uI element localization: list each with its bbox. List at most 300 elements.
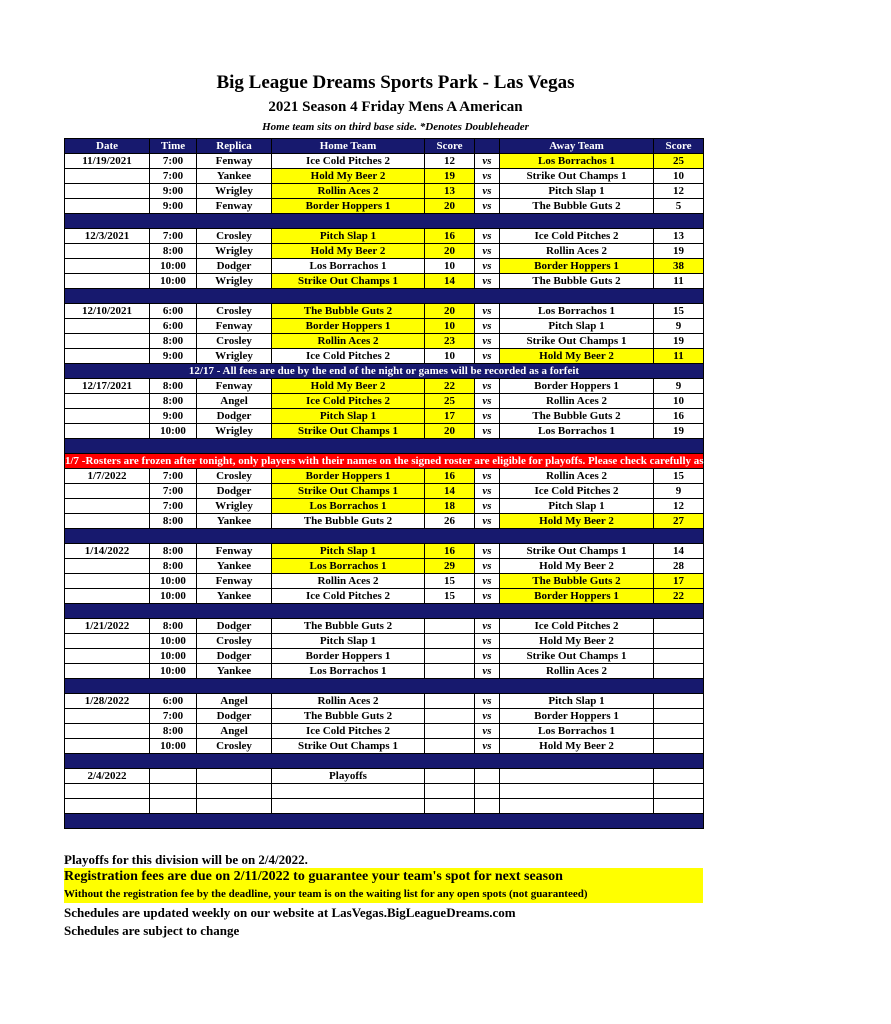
separator-cell bbox=[65, 679, 704, 694]
vs-label: vs bbox=[475, 169, 500, 184]
registration-note: Registration fees are due on 2/11/2022 to guarantee your team's spot for next season bbox=[64, 868, 703, 886]
away-team: Rollin Aces 2 bbox=[500, 394, 654, 409]
game-time: 7:00 bbox=[150, 484, 197, 499]
home-score: 10 bbox=[425, 349, 475, 364]
away-score bbox=[654, 784, 704, 799]
home-team: Border Hoppers 1 bbox=[272, 319, 425, 334]
game-date bbox=[65, 589, 150, 604]
away-team: Pitch Slap 1 bbox=[500, 319, 654, 334]
game-time: 7:00 bbox=[150, 499, 197, 514]
away-score bbox=[654, 694, 704, 709]
game-time: 7:00 bbox=[150, 154, 197, 169]
away-team: The Bubble Guts 2 bbox=[500, 409, 654, 424]
game-row bbox=[65, 709, 704, 724]
game-date: 12/10/2021 bbox=[65, 304, 150, 319]
header-replica: Replica bbox=[197, 139, 272, 154]
away-team: Hold My Beer 2 bbox=[500, 559, 654, 574]
game-row bbox=[65, 724, 704, 739]
away-score: 19 bbox=[654, 244, 704, 259]
game-time: 10:00 bbox=[150, 589, 197, 604]
game-row bbox=[65, 169, 704, 184]
away-team: Los Borrachos 1 bbox=[500, 154, 654, 169]
away-score bbox=[654, 799, 704, 814]
game-field: Angel bbox=[197, 394, 272, 409]
game-row bbox=[65, 574, 704, 589]
away-score: 22 bbox=[654, 589, 704, 604]
game-date bbox=[65, 409, 150, 424]
game-field: Crosley bbox=[197, 469, 272, 484]
game-row bbox=[65, 469, 704, 484]
away-score bbox=[654, 739, 704, 754]
game-date bbox=[65, 634, 150, 649]
home-team: The Bubble Guts 2 bbox=[272, 619, 425, 634]
home-score bbox=[425, 649, 475, 664]
game-time: 8:00 bbox=[150, 724, 197, 739]
home-team: Los Borrachos 1 bbox=[272, 559, 425, 574]
home-team: Strike Out Champs 1 bbox=[272, 484, 425, 499]
home-team: Pitch Slap 1 bbox=[272, 229, 425, 244]
vs-label: vs bbox=[475, 724, 500, 739]
home-team: Strike Out Champs 1 bbox=[272, 274, 425, 289]
separator-row bbox=[65, 679, 704, 694]
home-team bbox=[272, 784, 425, 799]
game-date bbox=[65, 334, 150, 349]
home-team: The Bubble Guts 2 bbox=[272, 514, 425, 529]
vs-label: vs bbox=[475, 559, 500, 574]
away-team bbox=[500, 769, 654, 784]
game-field: Crosley bbox=[197, 334, 272, 349]
home-score: 22 bbox=[425, 379, 475, 394]
table-header-row bbox=[65, 139, 704, 154]
away-team: Border Hoppers 1 bbox=[500, 589, 654, 604]
game-row bbox=[65, 484, 704, 499]
vs-label: vs bbox=[475, 709, 500, 724]
game-row bbox=[65, 229, 704, 244]
header-vs bbox=[475, 139, 500, 154]
away-score: 5 bbox=[654, 199, 704, 214]
home-score bbox=[425, 664, 475, 679]
game-row bbox=[65, 379, 704, 394]
vs-label: vs bbox=[475, 304, 500, 319]
away-score: 38 bbox=[654, 259, 704, 274]
separator-row bbox=[65, 439, 704, 454]
away-team bbox=[500, 784, 654, 799]
vs-label: vs bbox=[475, 619, 500, 634]
home-team: Rollin Aces 2 bbox=[272, 184, 425, 199]
game-field: Wrigley bbox=[197, 424, 272, 439]
away-team bbox=[500, 799, 654, 814]
game-date bbox=[65, 514, 150, 529]
vs-label: vs bbox=[475, 649, 500, 664]
vs-label bbox=[475, 784, 500, 799]
change-note: Schedules are subject to change bbox=[64, 923, 240, 938]
vs-label: vs bbox=[475, 589, 500, 604]
home-score: 25 bbox=[425, 394, 475, 409]
game-field: Dodger bbox=[197, 259, 272, 274]
home-score bbox=[425, 724, 475, 739]
separator-row bbox=[65, 754, 704, 769]
away-score bbox=[654, 769, 704, 784]
away-score: 19 bbox=[654, 424, 704, 439]
game-date bbox=[65, 724, 150, 739]
home-team: Border Hoppers 1 bbox=[272, 199, 425, 214]
home-team: Los Borrachos 1 bbox=[272, 259, 425, 274]
game-row bbox=[65, 544, 704, 559]
home-team: Ice Cold Pitches 2 bbox=[272, 724, 425, 739]
game-row bbox=[65, 514, 704, 529]
game-row bbox=[65, 199, 704, 214]
game-time: 10:00 bbox=[150, 424, 197, 439]
game-date bbox=[65, 184, 150, 199]
separator-cell bbox=[65, 214, 704, 229]
separator-cell bbox=[65, 289, 704, 304]
away-team: Rollin Aces 2 bbox=[500, 244, 654, 259]
game-date: 1/14/2022 bbox=[65, 544, 150, 559]
away-team: Ice Cold Pitches 2 bbox=[500, 229, 654, 244]
header-time: Time bbox=[150, 139, 197, 154]
home-score: 10 bbox=[425, 319, 475, 334]
game-date bbox=[65, 319, 150, 334]
game-field: Yankee bbox=[197, 589, 272, 604]
away-score: 10 bbox=[654, 169, 704, 184]
home-team: Ice Cold Pitches 2 bbox=[272, 589, 425, 604]
game-date bbox=[65, 424, 150, 439]
home-score bbox=[425, 709, 475, 724]
game-time: 10:00 bbox=[150, 739, 197, 754]
game-date bbox=[65, 739, 150, 754]
home-team: Rollin Aces 2 bbox=[272, 694, 425, 709]
away-score bbox=[654, 649, 704, 664]
game-row bbox=[65, 664, 704, 679]
game-time: 8:00 bbox=[150, 544, 197, 559]
game-row bbox=[65, 409, 704, 424]
away-score: 9 bbox=[654, 379, 704, 394]
vs-label: vs bbox=[475, 574, 500, 589]
away-score bbox=[654, 664, 704, 679]
game-field: Wrigley bbox=[197, 274, 272, 289]
game-date: 1/28/2022 bbox=[65, 694, 150, 709]
away-score: 16 bbox=[654, 409, 704, 424]
game-date bbox=[65, 349, 150, 364]
away-team: Strike Out Champs 1 bbox=[500, 169, 654, 184]
vs-label: vs bbox=[475, 394, 500, 409]
vs-label: vs bbox=[475, 694, 500, 709]
game-time: 9:00 bbox=[150, 184, 197, 199]
home-team: Pitch Slap 1 bbox=[272, 634, 425, 649]
game-time: 8:00 bbox=[150, 394, 197, 409]
game-date bbox=[65, 784, 150, 799]
game-date bbox=[65, 664, 150, 679]
away-team: Strike Out Champs 1 bbox=[500, 649, 654, 664]
game-field: Yankee bbox=[197, 664, 272, 679]
away-score: 17 bbox=[654, 574, 704, 589]
game-field: Crosley bbox=[197, 229, 272, 244]
home-score: 19 bbox=[425, 169, 475, 184]
home-score bbox=[425, 619, 475, 634]
notice-row bbox=[65, 364, 704, 379]
game-field: Crosley bbox=[197, 739, 272, 754]
game-field: Fenway bbox=[197, 199, 272, 214]
away-team: Pitch Slap 1 bbox=[500, 694, 654, 709]
vs-label: vs bbox=[475, 244, 500, 259]
away-score: 9 bbox=[654, 484, 704, 499]
separator-row bbox=[65, 814, 704, 829]
game-row bbox=[65, 319, 704, 334]
game-time: 9:00 bbox=[150, 349, 197, 364]
separator-cell bbox=[65, 439, 704, 454]
game-row bbox=[65, 499, 704, 514]
vs-label: vs bbox=[475, 499, 500, 514]
game-time: 8:00 bbox=[150, 244, 197, 259]
home-team: The Bubble Guts 2 bbox=[272, 304, 425, 319]
vs-label: vs bbox=[475, 409, 500, 424]
home-team: Border Hoppers 1 bbox=[272, 469, 425, 484]
away-team: Strike Out Champs 1 bbox=[500, 544, 654, 559]
away-score bbox=[654, 634, 704, 649]
game-field: Dodger bbox=[197, 649, 272, 664]
home-score: 20 bbox=[425, 304, 475, 319]
game-field: Crosley bbox=[197, 304, 272, 319]
game-field bbox=[197, 769, 272, 784]
vs-label: vs bbox=[475, 514, 500, 529]
away-score: 25 bbox=[654, 154, 704, 169]
page-title: Big League Dreams Sports Park - Las Vegas bbox=[216, 72, 575, 93]
away-score: 11 bbox=[654, 274, 704, 289]
home-score: 20 bbox=[425, 199, 475, 214]
game-field: Angel bbox=[197, 694, 272, 709]
website-note: Schedules are updated weekly on our website at LasVegas.BigLeagueDreams.com bbox=[64, 905, 516, 920]
away-team: Ice Cold Pitches 2 bbox=[500, 619, 654, 634]
home-team bbox=[272, 799, 425, 814]
home-score: 20 bbox=[425, 424, 475, 439]
away-team: Border Hoppers 1 bbox=[500, 379, 654, 394]
vs-label: vs bbox=[475, 199, 500, 214]
game-field: Dodger bbox=[197, 484, 272, 499]
vs-label: vs bbox=[475, 634, 500, 649]
game-field: Crosley bbox=[197, 634, 272, 649]
home-score: 16 bbox=[425, 544, 475, 559]
game-time: 10:00 bbox=[150, 664, 197, 679]
away-team: Hold My Beer 2 bbox=[500, 634, 654, 649]
away-team: Border Hoppers 1 bbox=[500, 259, 654, 274]
header-date: Date bbox=[65, 139, 150, 154]
vs-label: vs bbox=[475, 154, 500, 169]
home-score: 16 bbox=[425, 229, 475, 244]
separator-row bbox=[65, 214, 704, 229]
vs-label: vs bbox=[475, 544, 500, 559]
vs-label: vs bbox=[475, 739, 500, 754]
game-field: Yankee bbox=[197, 559, 272, 574]
home-score: 14 bbox=[425, 274, 475, 289]
page-subtitle: 2021 Season 4 Friday Mens A American bbox=[268, 99, 523, 115]
header-home-score: Score bbox=[425, 139, 475, 154]
away-score: 10 bbox=[654, 394, 704, 409]
game-time: 9:00 bbox=[150, 409, 197, 424]
game-time: 6:00 bbox=[150, 304, 197, 319]
away-team: Rollin Aces 2 bbox=[500, 469, 654, 484]
playoffs-note: Playoffs for this division will be on 2/4/2022. bbox=[64, 852, 308, 867]
away-score: 28 bbox=[654, 559, 704, 574]
game-time: 8:00 bbox=[150, 559, 197, 574]
game-field: Fenway bbox=[197, 154, 272, 169]
header-away-score: Score bbox=[654, 139, 704, 154]
game-time: 8:00 bbox=[150, 334, 197, 349]
vs-label: vs bbox=[475, 319, 500, 334]
away-score: 14 bbox=[654, 544, 704, 559]
home-team: Ice Cold Pitches 2 bbox=[272, 154, 425, 169]
game-row bbox=[65, 799, 704, 814]
game-field: Yankee bbox=[197, 169, 272, 184]
game-field: Dodger bbox=[197, 619, 272, 634]
away-team: Pitch Slap 1 bbox=[500, 184, 654, 199]
home-team: Playoffs bbox=[272, 769, 425, 784]
game-date bbox=[65, 649, 150, 664]
away-score: 13 bbox=[654, 229, 704, 244]
away-score bbox=[654, 709, 704, 724]
vs-label: vs bbox=[475, 469, 500, 484]
game-row bbox=[65, 184, 704, 199]
game-row bbox=[65, 349, 704, 364]
game-field: Wrigley bbox=[197, 349, 272, 364]
schedule-body bbox=[65, 154, 891, 829]
home-score bbox=[425, 694, 475, 709]
home-score: 10 bbox=[425, 259, 475, 274]
game-row bbox=[65, 634, 704, 649]
game-time: 10:00 bbox=[150, 274, 197, 289]
game-row bbox=[65, 694, 704, 709]
game-row bbox=[65, 739, 704, 754]
away-score: 27 bbox=[654, 514, 704, 529]
game-row bbox=[65, 784, 704, 799]
away-team: Los Borrachos 1 bbox=[500, 724, 654, 739]
away-team: Pitch Slap 1 bbox=[500, 499, 654, 514]
away-team: Hold My Beer 2 bbox=[500, 514, 654, 529]
home-team: Rollin Aces 2 bbox=[272, 334, 425, 349]
separator-cell bbox=[65, 814, 704, 829]
header-away-team: Away Team bbox=[500, 139, 654, 154]
away-team: Los Borrachos 1 bbox=[500, 304, 654, 319]
game-date: 1/21/2022 bbox=[65, 619, 150, 634]
game-date: 12/17/2021 bbox=[65, 379, 150, 394]
home-score: 29 bbox=[425, 559, 475, 574]
game-date: 12/3/2021 bbox=[65, 229, 150, 244]
notice-text: 12/17 - All fees are due by the end of the night or games will be recorded as a forfeit bbox=[65, 364, 704, 379]
game-time: 7:00 bbox=[150, 469, 197, 484]
vs-label: vs bbox=[475, 424, 500, 439]
game-time: 10:00 bbox=[150, 634, 197, 649]
vs-label: vs bbox=[475, 229, 500, 244]
home-score: 26 bbox=[425, 514, 475, 529]
game-field: Fenway bbox=[197, 379, 272, 394]
vs-label: vs bbox=[475, 274, 500, 289]
away-team: The Bubble Guts 2 bbox=[500, 199, 654, 214]
home-score: 16 bbox=[425, 469, 475, 484]
game-date: 1/7/2022 bbox=[65, 469, 150, 484]
game-field: Dodger bbox=[197, 709, 272, 724]
away-team: Rollin Aces 2 bbox=[500, 664, 654, 679]
game-date bbox=[65, 499, 150, 514]
game-row bbox=[65, 259, 704, 274]
home-team: Rollin Aces 2 bbox=[272, 574, 425, 589]
vs-label: vs bbox=[475, 664, 500, 679]
game-row bbox=[65, 244, 704, 259]
home-score bbox=[425, 769, 475, 784]
game-date bbox=[65, 574, 150, 589]
separator-row bbox=[65, 289, 704, 304]
vs-label: vs bbox=[475, 259, 500, 274]
away-score: 9 bbox=[654, 319, 704, 334]
home-team: Border Hoppers 1 bbox=[272, 649, 425, 664]
separator-row bbox=[65, 529, 704, 544]
game-date bbox=[65, 394, 150, 409]
home-score: 15 bbox=[425, 589, 475, 604]
game-date bbox=[65, 799, 150, 814]
game-field bbox=[197, 784, 272, 799]
game-time: 7:00 bbox=[150, 169, 197, 184]
vs-label: vs bbox=[475, 334, 500, 349]
away-score bbox=[654, 619, 704, 634]
schedule-table bbox=[64, 138, 891, 829]
vs-label: vs bbox=[475, 379, 500, 394]
home-score: 17 bbox=[425, 409, 475, 424]
game-time bbox=[150, 799, 197, 814]
game-row bbox=[65, 394, 704, 409]
game-row bbox=[65, 424, 704, 439]
game-row bbox=[65, 274, 704, 289]
game-field: Yankee bbox=[197, 514, 272, 529]
home-team: Los Borrachos 1 bbox=[272, 664, 425, 679]
game-field: Angel bbox=[197, 724, 272, 739]
home-team: Hold My Beer 2 bbox=[272, 244, 425, 259]
away-team: Strike Out Champs 1 bbox=[500, 334, 654, 349]
game-date: 11/19/2021 bbox=[65, 154, 150, 169]
game-time: 10:00 bbox=[150, 649, 197, 664]
home-score bbox=[425, 739, 475, 754]
game-time: 7:00 bbox=[150, 709, 197, 724]
game-field: Fenway bbox=[197, 544, 272, 559]
alert-text: 1/7 -Rosters are frozen after tonight, only players with their names on the signed roster are eligible for playoffs. Please check carefully as changes will not be made for omissions. bbox=[65, 454, 891, 467]
game-field: Dodger bbox=[197, 409, 272, 424]
game-row bbox=[65, 304, 704, 319]
game-date bbox=[65, 484, 150, 499]
separator-cell bbox=[65, 754, 704, 769]
home-score: 14 bbox=[425, 484, 475, 499]
header-home-team: Home Team bbox=[272, 139, 425, 154]
game-time: 8:00 bbox=[150, 379, 197, 394]
game-time: 10:00 bbox=[150, 259, 197, 274]
home-score: 13 bbox=[425, 184, 475, 199]
home-score: 15 bbox=[425, 574, 475, 589]
home-team: Strike Out Champs 1 bbox=[272, 424, 425, 439]
game-date bbox=[65, 199, 150, 214]
vs-label: vs bbox=[475, 184, 500, 199]
away-team: Hold My Beer 2 bbox=[500, 349, 654, 364]
away-score: 19 bbox=[654, 334, 704, 349]
home-team: Hold My Beer 2 bbox=[272, 379, 425, 394]
home-score bbox=[425, 799, 475, 814]
away-team: The Bubble Guts 2 bbox=[500, 274, 654, 289]
away-score: 12 bbox=[654, 184, 704, 199]
game-time: 8:00 bbox=[150, 514, 197, 529]
separator-row bbox=[65, 604, 704, 619]
away-team: The Bubble Guts 2 bbox=[500, 574, 654, 589]
game-row bbox=[65, 559, 704, 574]
game-time: 9:00 bbox=[150, 199, 197, 214]
game-time: 7:00 bbox=[150, 229, 197, 244]
game-date bbox=[65, 559, 150, 574]
vs-label bbox=[475, 799, 500, 814]
separator-cell bbox=[65, 529, 704, 544]
